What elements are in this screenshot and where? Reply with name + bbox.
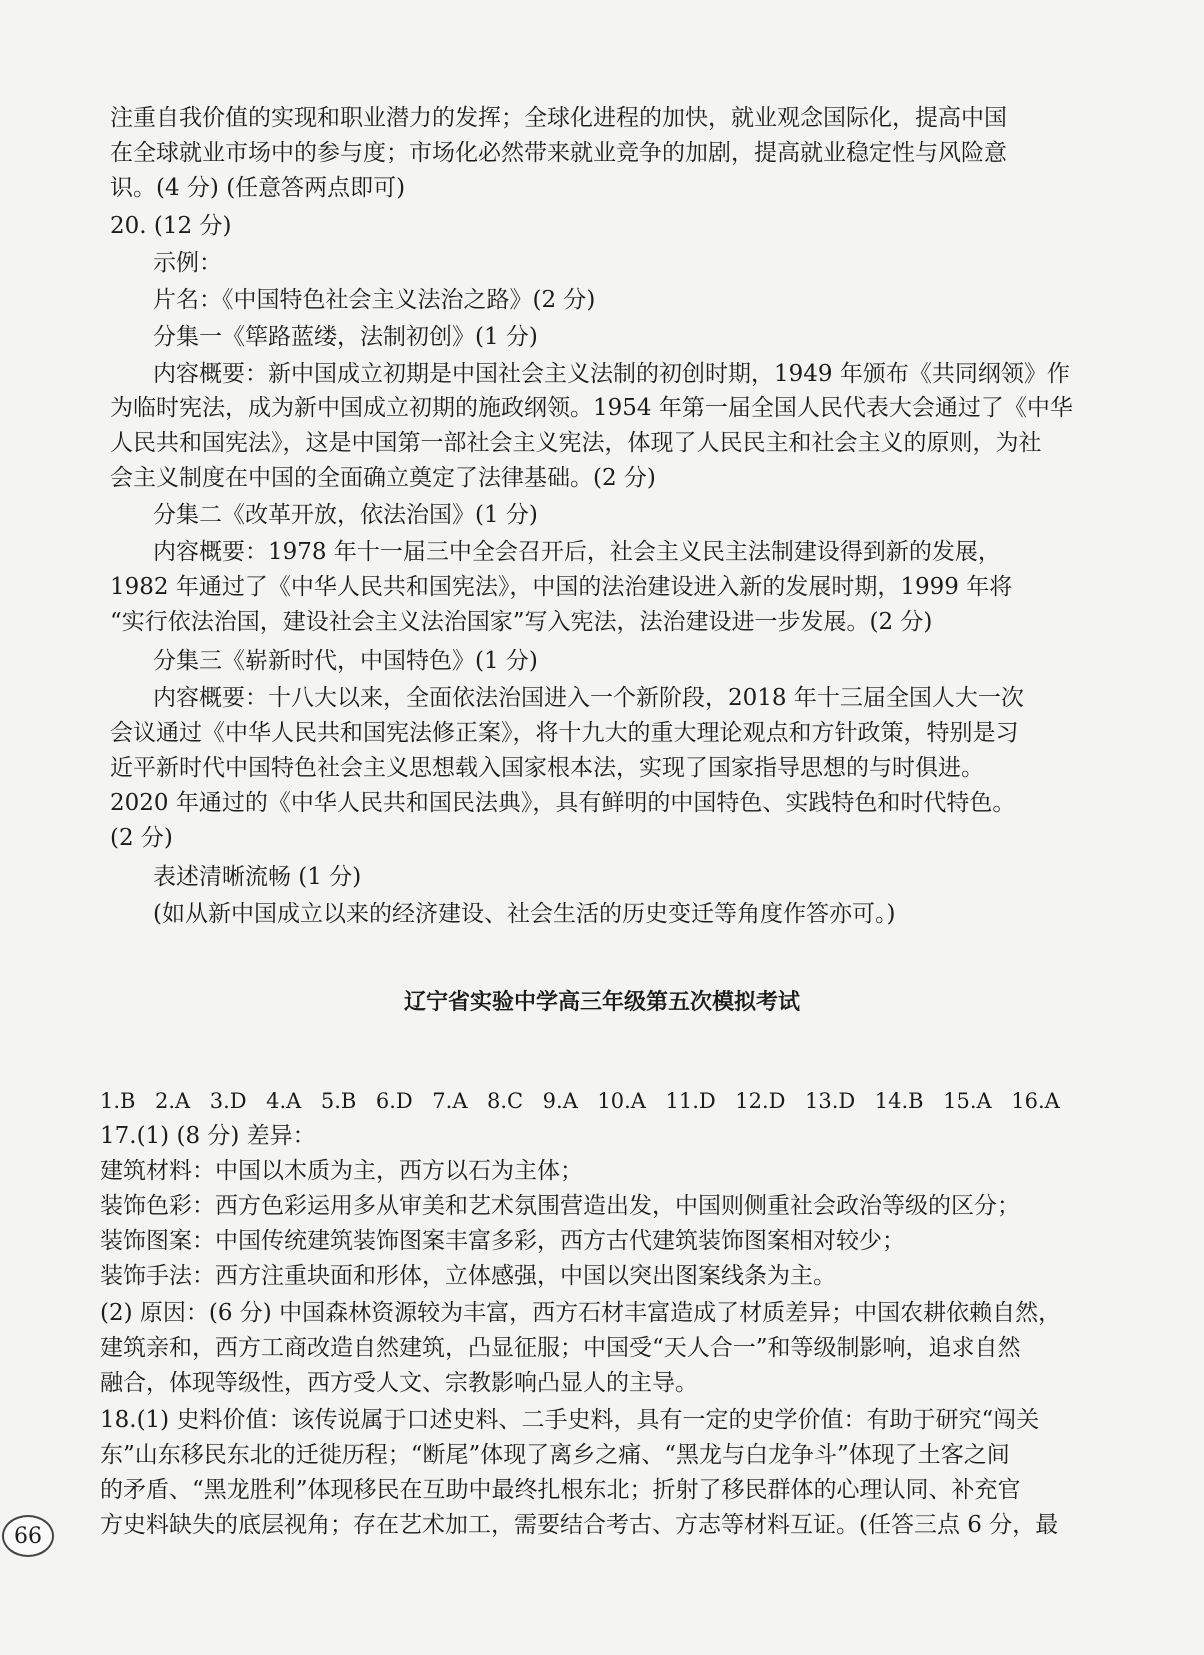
choice-answer: 2.A xyxy=(155,1089,191,1113)
text-line: 注重自我价值的实现和职业潜力的发挥；全球化进程的加快，就业观念国际化，提高中国 xyxy=(110,105,1007,131)
text-line: 识。(4 分) (任意答两点即可) xyxy=(110,175,406,201)
text-line: 内容概要：新中国成立初期是中国社会主义法制的初创时期，1949 年颁布《共同纲领》作 xyxy=(153,361,1070,387)
text-line: 在全球就业市场中的参与度；市场化必然带来就业竞争的加剧，提高就业稳定性与风险意 xyxy=(110,140,1007,166)
section-title: 辽宁省实验中学高三年级第五次模拟考试 xyxy=(403,990,800,1015)
page-number: 66 xyxy=(2,1515,54,1557)
text-line: 装饰色彩：西方色彩运用多从审美和艺术氛围营造出发，中国则侧重社会政治等级的区分； xyxy=(100,1193,1020,1219)
text-line: (2) 原因：(6 分) 中国森林资源较为丰富，西方石材丰富造成了材质差异；中国农耕依赖自然， xyxy=(100,1300,1062,1326)
text-line: 会主义制度在中国的全面确立奠定了法律基础。(2 分) xyxy=(110,465,656,491)
choice-answer: 4.A xyxy=(266,1089,302,1113)
text-line: (2 分) xyxy=(110,825,173,851)
choice-answer: 9.A xyxy=(542,1089,578,1113)
choice-answer: 11.D xyxy=(665,1089,716,1113)
text-line: 的矛盾、“黑龙胜利”体现移民在互助中最终扎根东北；折射了移民群体的心理认同、补充官 xyxy=(100,1477,1021,1503)
choice-answers xyxy=(100,1086,1060,1116)
choice-answer: 15.A xyxy=(943,1089,992,1113)
choice-answer: 16.A xyxy=(1011,1089,1060,1113)
choice-answer: 3.D xyxy=(209,1089,247,1113)
text-line: 近平新时代中国特色社会主义思想载入国家根本法，实现了国家指导思想的与时俱进。 xyxy=(110,755,984,781)
text-line: 方史料缺失的底层视角；存在艺术加工，需要结合考古、方志等材料互证。(任答三点 6 分，最 xyxy=(100,1512,1059,1538)
choice-answer: 14.B xyxy=(874,1089,924,1113)
episode-3-title: 分集三《崭新时代，中国特色》(1 分) xyxy=(153,648,538,674)
episode-2-title: 分集二《改革开放，依法治国》(1 分) xyxy=(153,502,538,528)
choice-answer: 1.B xyxy=(100,1089,136,1113)
choice-answer: 12.D xyxy=(735,1089,786,1113)
text-line: 内容概要：十八大以来，全面依法治国进入一个新阶段，2018 年十三届全国人大一次 xyxy=(153,685,1024,711)
text-line: 装饰手法：西方注重块面和形体，立体感强，中国以突出图案线条为主。 xyxy=(100,1263,836,1289)
choice-answer: 10.A xyxy=(597,1089,646,1113)
film-title: 片名：《中国特色社会主义法治之路》(2 分) xyxy=(153,287,596,313)
text-line: 人民共和国宪法》，这是中国第一部社会主义宪法，体现了人民民主和社会主义的原则，为社 xyxy=(110,430,1042,456)
choice-answer: 8.C xyxy=(487,1089,524,1113)
choice-answer: 13.D xyxy=(805,1089,856,1113)
text-line: 1982 年通过了《中华人民共和国宪法》，中国的法治建设进入新的发展时期，1999 年将 xyxy=(110,574,1013,600)
text-line: 建筑亲和，西方工商改造自然建筑，凸显征服；中国受“天人合一”和等级制影响，追求自然 xyxy=(100,1335,1021,1361)
choice-answer: 7.A xyxy=(432,1089,468,1113)
text-line: 会议通过《中华人民共和国宪法修正案》，将十九大的重大理论观点和方针政策，特别是习 xyxy=(110,720,1019,746)
text-line: 2020 年通过的《中华人民共和国民法典》，具有鲜明的中国特色、实践特色和时代特色。 xyxy=(110,790,1016,816)
question-20-heading: 20. (12 分) xyxy=(110,213,232,239)
text-line: 装饰图案：中国传统建筑装饰图案丰富多彩，西方古代建筑装饰图案相对较少； xyxy=(100,1228,905,1254)
choice-answer: 5.B xyxy=(320,1089,357,1113)
expression-score: 表述清晰流畅 (1 分) xyxy=(153,864,362,890)
text-line: 融合，体现等级性，西方受人文、宗教影响凸显人的主导。 xyxy=(100,1370,698,1396)
choice-answer: 6.D xyxy=(375,1089,413,1113)
question-18-text: 18.(1) 史料价值：该传说属于口述史料、二手史料，具有一定的史学价值：有助于研究“闯关 xyxy=(100,1407,1040,1433)
answer-note: (如从新中国成立以来的经济建设、社会生活的历史变迁等角度作答亦可。) xyxy=(153,901,896,927)
example-label: 示例： xyxy=(153,250,222,276)
text-line: 东”山东移民东北的迁徙历程；“断尾”体现了离乡之痛、“黑龙与白龙争斗”体现了土客之间 xyxy=(100,1442,1010,1468)
episode-1-title: 分集一《筚路蓝缕，法制初创》(1 分) xyxy=(153,324,538,350)
text-line: 建筑材料：中国以木质为主，西方以石为主体； xyxy=(100,1158,583,1184)
text-line: 内容概要：1978 年十一届三中全会召开后，社会主义民主法制建设得到新的发展， xyxy=(153,539,1001,565)
question-17-heading: 17.(1) (8 分) 差异： xyxy=(100,1123,316,1149)
text-line: 为临时宪法，成为新中国成立初期的施政纲领。1954 年第一届全国人民代表大会通过了《中华 xyxy=(110,395,1073,421)
text-line: “实行依法治国，建设社会主义法治国家”写入宪法，法治建设进一步发展。(2 分) xyxy=(110,609,933,635)
